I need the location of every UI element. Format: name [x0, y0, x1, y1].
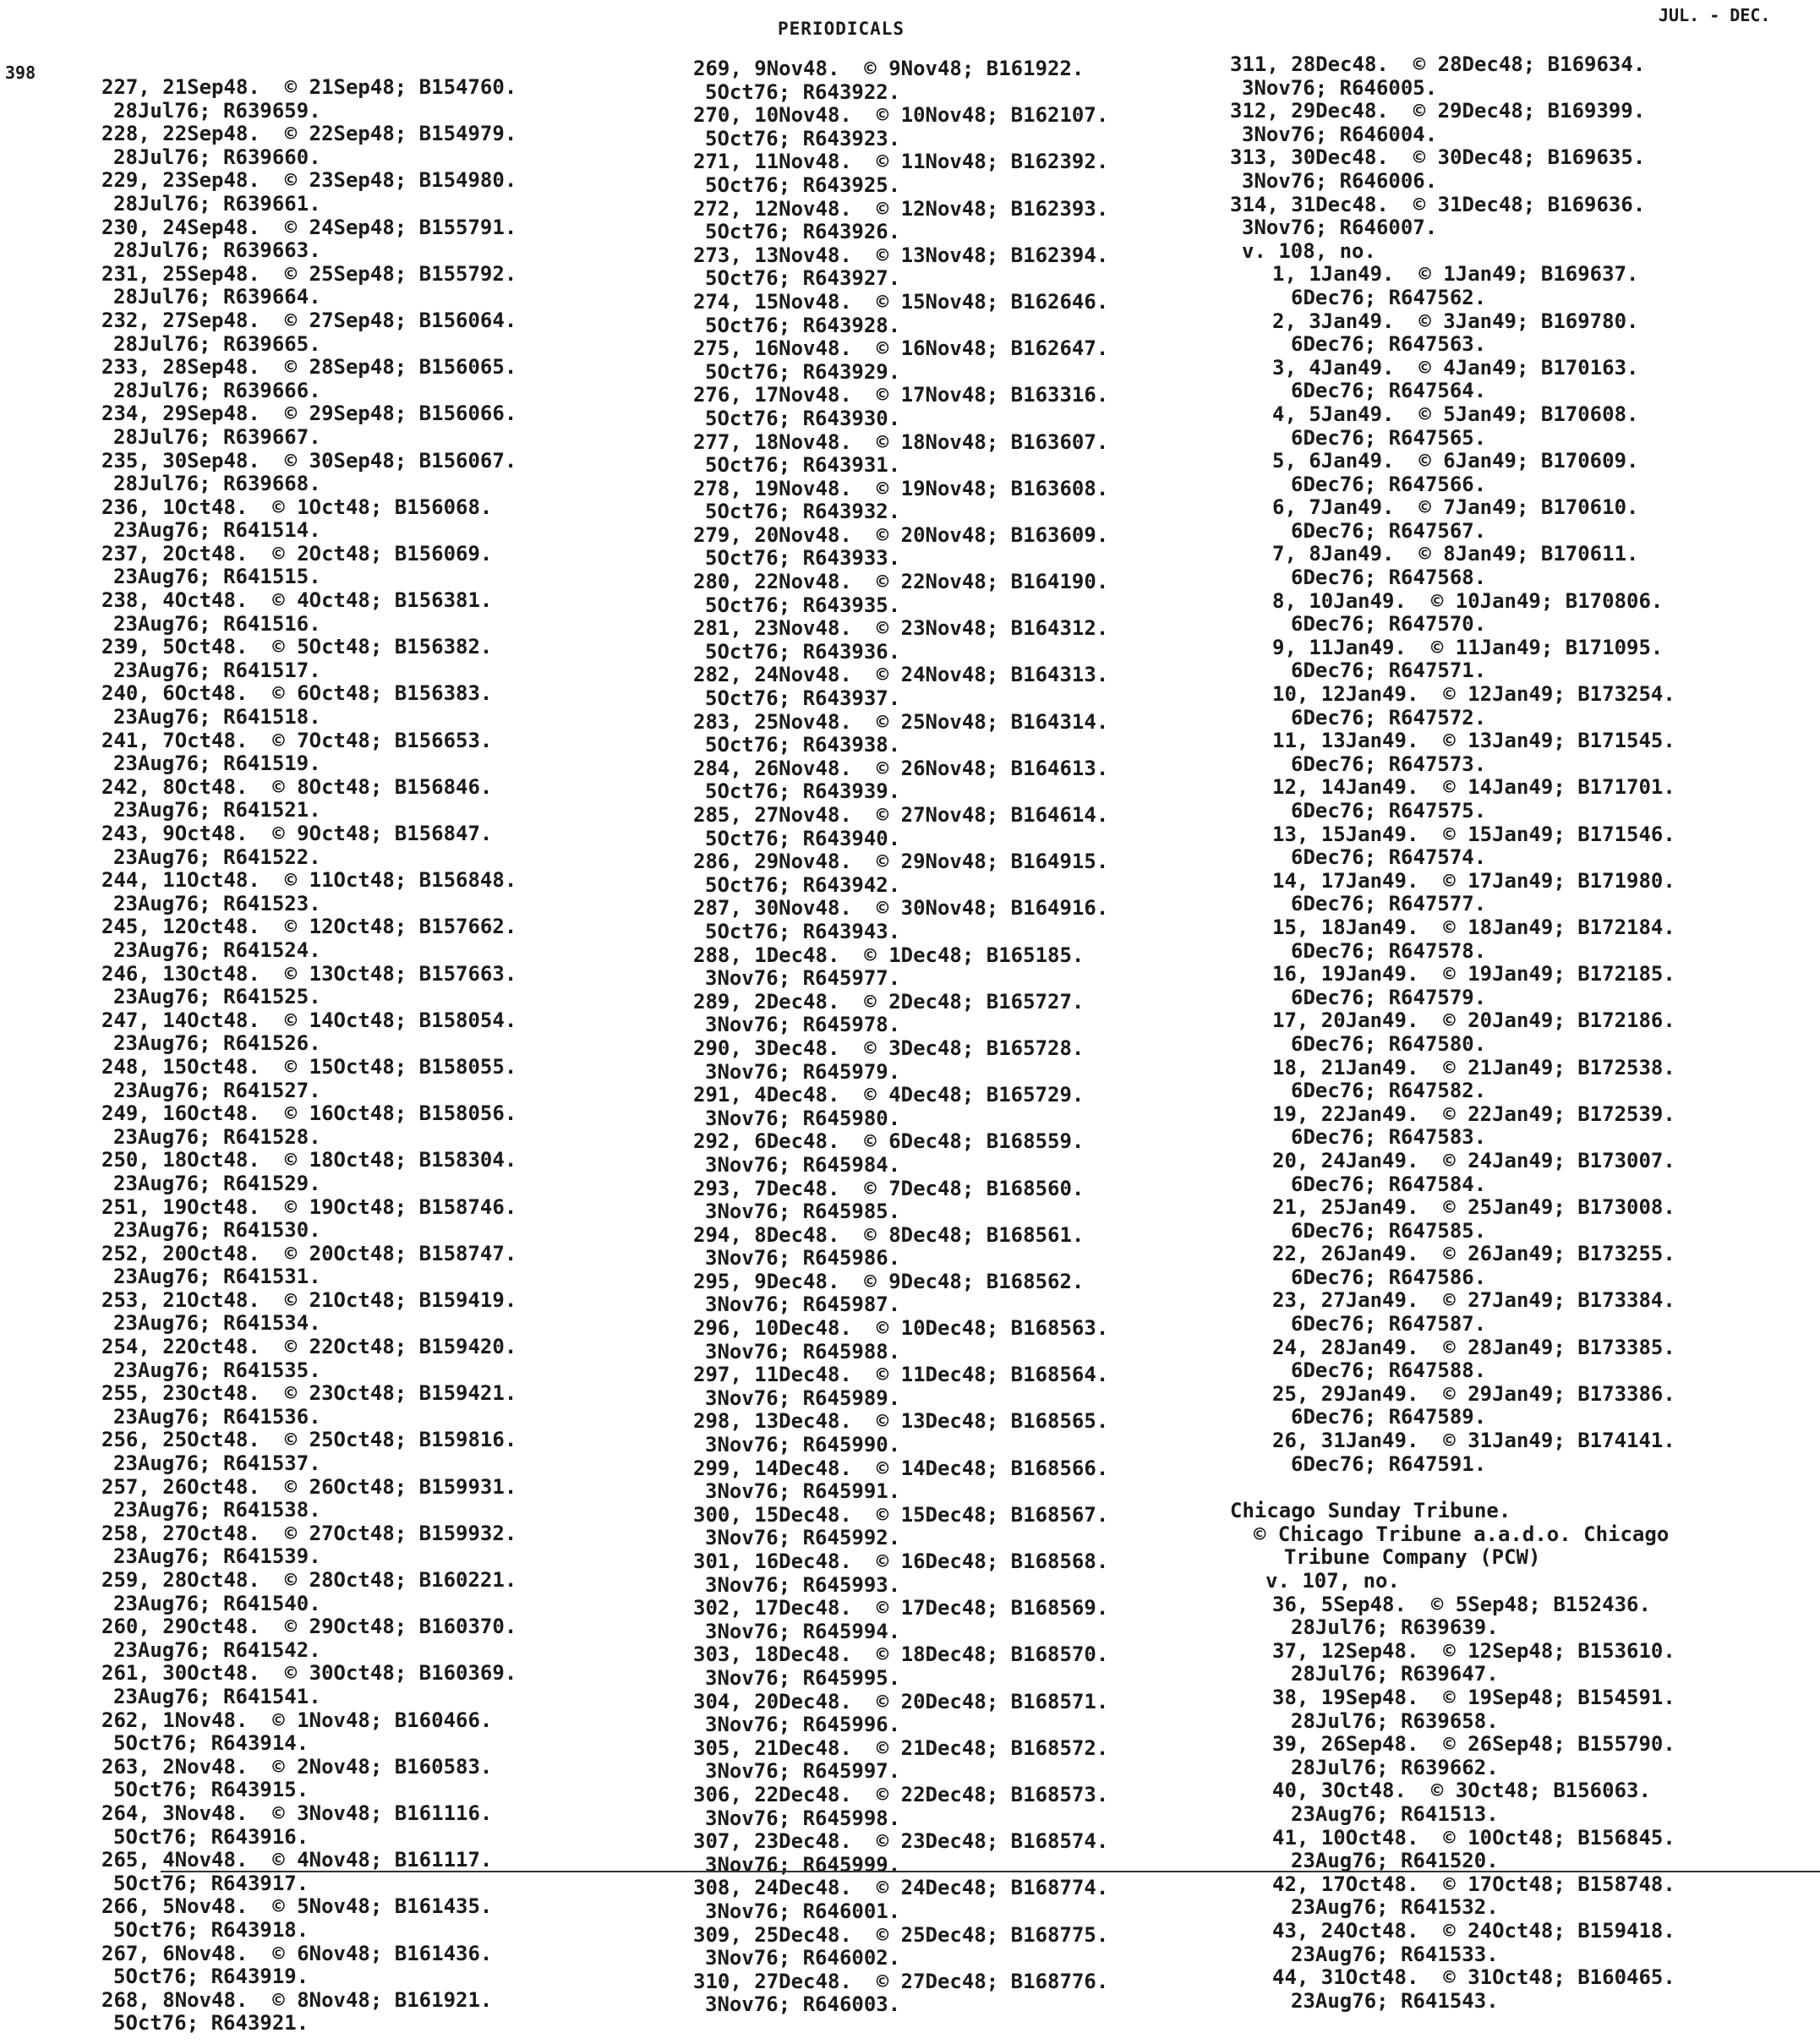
entry-column-3: [1230, 53, 1805, 2013]
entry-line: 232, 27Sep48. © 27Sep48; B156064.: [101, 308, 517, 332]
entry-line: 235, 30Sep48. © 30Sep48; B156067.: [101, 448, 517, 473]
entry-line: 243, 9Oct48. © 9Oct48; B156847.: [101, 822, 493, 845]
entry-line-continuation: 28Jul76; R639663.: [113, 238, 321, 263]
entry-line-continuation: 6Dec76; R647579.: [1291, 985, 1487, 1009]
entry-line: 15, 18Jan49. © 18Jan49; B172184.: [1272, 915, 1675, 939]
entry-line-continuation: 6Dec76; R647566.: [1291, 472, 1487, 496]
entry-line-continuation: 6Dec76; R647589.: [1291, 1405, 1487, 1429]
entry-line: 244, 11Oct48. © 11Oct48; B156848.: [101, 868, 517, 893]
entry-line: 231, 25Sep48. © 25Sep48; B155792.: [101, 261, 517, 286]
entry-line: 14, 17Jan49. © 17Jan49; B171980.: [1272, 868, 1675, 893]
entry-line-continuation: 23Aug76; R641536.: [113, 1404, 321, 1429]
entry-line-continuation: 6Dec76; R647567.: [1291, 518, 1487, 543]
entry-line-continuation: 3Nov76; R645995.: [705, 1665, 901, 1690]
entry-line-continuation: 5Oct76; R643932.: [705, 500, 901, 524]
entry-line: 292, 6Dec48. © 6Dec48; B168559.: [693, 1129, 1085, 1154]
entry-line-continuation: 3Nov76; R645987.: [705, 1293, 901, 1317]
entry-line-continuation: 6Dec76; R647585.: [1291, 1218, 1487, 1243]
entry-line: 1, 1Jan49. © 1Jan49; B169637.: [1272, 262, 1639, 287]
entry-line: 265, 4Nov48. © 4Nov48; B161117.: [101, 1848, 493, 1872]
entry-line-continuation: 28Jul76; R639665.: [113, 331, 321, 356]
entry-line: 238, 4Oct48. © 4Oct48; B156381.: [101, 588, 493, 613]
entry-line: 44, 31Oct48. © 31Oct48; B160465.: [1272, 1965, 1675, 1990]
volume-heading-108: v. 108, no.: [1242, 238, 1376, 263]
entry-line: 9, 11Jan49. © 11Jan49; B171095.: [1272, 635, 1664, 659]
entry-line-continuation: 5Oct76; R643936.: [705, 639, 901, 664]
entry-line-continuation: 23Aug76; R641533.: [1291, 1942, 1499, 1966]
entry-line-continuation: 6Dec76; R647577.: [1291, 892, 1487, 916]
volume-heading-107: v. 107, no.: [1265, 1569, 1400, 1593]
entry-line: 304, 20Dec48. © 20Dec48; B168571.: [693, 1689, 1109, 1713]
entry-line: 24, 28Jan49. © 28Jan49; B173385.: [1272, 1335, 1675, 1359]
entry-line-continuation: 3Nov76; R645979.: [705, 1059, 901, 1084]
entry-line-continuation: 3Nov76; R645994.: [705, 1619, 901, 1643]
entry-line: 270, 10Nov48. © 10Nov48; B162107.: [693, 103, 1109, 128]
claimant-line: © Chicago Tribune a.a.d.o. Chicago: [1254, 1522, 1670, 1546]
claimant-line: Tribune Company (PCW): [1284, 1545, 1541, 1570]
entry-line-continuation: 3Nov76; R645986.: [705, 1246, 901, 1271]
entry-line-continuation: 28Jul76; R639660.: [113, 145, 321, 169]
entry-line-continuation: 28Jul76; R639667.: [113, 424, 321, 449]
entry-line: 39, 26Sep48. © 26Sep48; B155790.: [1272, 1732, 1675, 1757]
entry-line: 18, 21Jan49. © 21Jan49; B172538.: [1272, 1055, 1675, 1079]
entry-line: 280, 22Nov48. © 22Nov48; B164190.: [693, 570, 1109, 594]
entry-line-continuation: 23Aug76; R641514.: [113, 518, 321, 543]
entry-line-continuation: 3Nov76; R645989.: [705, 1385, 901, 1410]
entry-line: 263, 2Nov48. © 2Nov48; B160583.: [101, 1754, 493, 1779]
entry-line: 251, 19Oct48. © 19Oct48; B158746.: [101, 1194, 517, 1219]
entry-line-continuation: 6Dec76; R647575.: [1291, 799, 1487, 823]
entry-line-continuation: 5Oct76; R643914.: [113, 1731, 309, 1756]
entry-line: 268, 8Nov48. © 8Nov48; B161921.: [101, 1987, 493, 2012]
entry-line-continuation: 3Nov76; R646006.: [1242, 168, 1438, 193]
entry-line: 239, 5Oct48. © 5Oct48; B156382.: [101, 635, 493, 659]
entry-line: 248, 15Oct48. © 15Oct48; B158055.: [101, 1054, 517, 1079]
entry-line-continuation: 6Dec76; R647580.: [1291, 1031, 1487, 1056]
entry-line: 242, 8Oct48. © 8Oct48; B156846.: [101, 774, 493, 799]
entry-line: 25, 29Jan49. © 29Jan49; B173386.: [1272, 1381, 1675, 1406]
entry-line-continuation: 6Dec76; R647572.: [1291, 705, 1487, 730]
entry-line: 228, 22Sep48. © 22Sep48; B154979.: [101, 122, 517, 146]
entry-line-continuation: 3Nov76; R645977.: [705, 966, 901, 991]
entry-line: 266, 5Nov48. © 5Nov48; B161435.: [101, 1894, 493, 1919]
entry-line-continuation: 3Nov76; R645992.: [705, 1526, 901, 1550]
entry-line: 250, 18Oct48. © 18Oct48; B158304.: [101, 1148, 517, 1172]
entry-line-continuation: 6Dec76; R647583.: [1291, 1125, 1487, 1150]
entry-line: 26, 31Jan49. © 31Jan49; B174141.: [1272, 1429, 1675, 1453]
entry-column-2: [693, 57, 1268, 2017]
entry-line: 261, 30Oct48. © 30Oct48; B160369.: [101, 1661, 517, 1686]
entry-line: 7, 8Jan49. © 8Jan49; B170611.: [1272, 542, 1639, 566]
entry-line: 301, 16Dec48. © 16Dec48; B168568.: [693, 1549, 1109, 1573]
entry-line: 264, 3Nov48. © 3Nov48; B161116.: [101, 1801, 493, 1825]
entry-line: 233, 28Sep48. © 28Sep48; B156065.: [101, 355, 517, 380]
entry-line: 303, 18Dec48. © 18Dec48; B168570.: [693, 1642, 1109, 1667]
entry-line-continuation: 6Dec76; R647578.: [1291, 938, 1487, 963]
entry-line: 22, 26Jan49. © 26Jan49; B173255.: [1272, 1242, 1675, 1266]
entry-line: 269, 9Nov48. © 9Nov48; B161922.: [693, 57, 1085, 80]
entry-line-continuation: 6Dec76; R647565.: [1291, 425, 1487, 450]
entry-line-continuation: 3Nov76; R645997.: [705, 1759, 901, 1784]
entry-line: 287, 30Nov48. © 30Nov48; B164916.: [693, 896, 1109, 921]
entry-line: 290, 3Dec48. © 3Dec48; B165728.: [693, 1036, 1085, 1060]
entry-line: 229, 23Sep48. © 23Sep48; B154980.: [101, 168, 517, 193]
entry-line-continuation: 3Nov76; R645984.: [705, 1152, 901, 1177]
entry-line-continuation: 23Aug76; R641538.: [113, 1498, 321, 1522]
entry-line-continuation: 28Jul76; R639664.: [113, 285, 321, 309]
entry-line-continuation: 3Nov76; R646007.: [1242, 216, 1438, 240]
page-title: PERIODICALS: [778, 19, 905, 39]
entry-line: 12, 14Jan49. © 14Jan49; B171701.: [1272, 775, 1675, 800]
entry-line: 20, 24Jan49. © 24Jan49; B173007.: [1272, 1148, 1675, 1172]
entry-line: 285, 27Nov48. © 27Nov48; B164614.: [693, 803, 1109, 827]
entry-line-continuation: 6Dec76; R647587.: [1291, 1312, 1487, 1336]
entry-line: 19, 22Jan49. © 22Jan49; B172539.: [1272, 1101, 1675, 1126]
entry-line: 38, 19Sep48. © 19Sep48; B154591.: [1272, 1685, 1675, 1709]
entry-line: 11, 13Jan49. © 13Jan49; B171545.: [1272, 729, 1675, 753]
entry-line: 298, 13Dec48. © 13Dec48; B168565.: [693, 1409, 1109, 1434]
entry-line: 308, 24Dec48. © 24Dec48; B168774.: [693, 1876, 1109, 1900]
entry-line: 249, 16Oct48. © 16Oct48; B158056.: [101, 1101, 517, 1126]
entry-line-continuation: 6Dec76; R647564.: [1291, 379, 1487, 403]
entry-line-continuation: 28Jul76; R639639.: [1291, 1615, 1499, 1640]
entry-line: 6, 7Jan49. © 7Jan49; B170610.: [1272, 495, 1639, 520]
entry-line-continuation: 23Aug76; R641535.: [113, 1358, 321, 1382]
entry-line-continuation: 5Oct76; R643927.: [705, 266, 901, 291]
entry-line: 305, 21Dec48. © 21Dec48; B168572.: [693, 1735, 1109, 1760]
entry-line-continuation: 23Aug76; R641525.: [113, 985, 321, 1009]
entry-line: 289, 2Dec48. © 2Dec48; B165727.: [693, 989, 1085, 1014]
entry-line: 306, 22Dec48. © 22Dec48; B168573.: [693, 1782, 1109, 1806]
entry-line: 8, 10Jan49. © 10Jan49; B170806.: [1272, 588, 1664, 613]
date-range-header: JUL. - DEC.: [1659, 5, 1771, 25]
entry-line-continuation: 5Oct76; R643931.: [705, 453, 901, 478]
entry-line-continuation: 5Oct76; R643917.: [113, 1871, 309, 1895]
entry-line: 272, 12Nov48. © 12Nov48; B162393.: [693, 196, 1109, 221]
entry-line: 43, 24Oct48. © 24Oct48; B159418.: [1272, 1918, 1675, 1943]
entry-group-vol108: [1230, 263, 1805, 1476]
entry-line-continuation: 6Dec76; R647582.: [1291, 1079, 1487, 1103]
entry-line-continuation: 3Nov76; R646003.: [705, 1992, 901, 2017]
entry-line: 273, 13Nov48. © 13Nov48; B162394.: [693, 243, 1109, 267]
entry-line: 36, 5Sep48. © 5Sep48; B152436.: [1272, 1592, 1651, 1616]
entry-line-continuation: 5Oct76; R643916.: [113, 1824, 309, 1849]
entry-line-continuation: 3Nov76; R645991.: [705, 1479, 901, 1504]
entry-line: 283, 25Nov48. © 25Nov48; B164314.: [693, 709, 1109, 734]
entry-line-continuation: 28Jul76; R639662.: [1291, 1755, 1499, 1779]
entry-line: 302, 17Dec48. © 17Dec48; B168569.: [693, 1596, 1109, 1620]
entry-line-continuation: 3Nov76; R646001.: [705, 1899, 901, 1923]
entry-line: 255, 23Oct48. © 23Oct48; B159421.: [101, 1381, 517, 1406]
entry-line-continuation: 23Aug76; R641528.: [113, 1124, 321, 1149]
entry-line: 16, 19Jan49. © 19Jan49; B172185.: [1272, 962, 1675, 986]
entry-line: 2, 3Jan49. © 3Jan49; B169780.: [1272, 309, 1639, 333]
entry-line: 310, 27Dec48. © 27Dec48; B168776.: [693, 1969, 1109, 1993]
entry-line-continuation: 6Dec76; R647584.: [1291, 1172, 1487, 1196]
entry-line: 278, 19Nov48. © 19Nov48; B163608.: [693, 476, 1109, 500]
entry-line-continuation: 23Aug76; R641532.: [1291, 1895, 1499, 1920]
entry-line-continuation: 3Nov76; R646004.: [1242, 122, 1438, 146]
entry-line-continuation: 5Oct76; R643923.: [705, 126, 901, 150]
entry-line-continuation: 5Oct76; R643922.: [705, 79, 901, 104]
entry-line-continuation: 6Dec76; R647568.: [1291, 566, 1487, 590]
entry-line: 230, 24Sep48. © 24Sep48; B155791.: [101, 215, 517, 239]
entry-line-continuation: 6Dec76; R647571.: [1291, 659, 1487, 683]
entry-line-continuation: 23Aug76; R641526.: [113, 1031, 321, 1056]
entry-line: 4, 5Jan49. © 5Jan49; B170608.: [1272, 402, 1639, 426]
entry-line-continuation: 6Dec76; R647563.: [1291, 332, 1487, 357]
entry-line: 246, 13Oct48. © 13Oct48; B157663.: [101, 961, 517, 986]
entry-line: 300, 15Dec48. © 15Dec48; B168567.: [693, 1502, 1109, 1527]
entry-line-continuation: 23Aug76; R641523.: [113, 891, 321, 915]
entry-line-continuation: 5Oct76; R643918.: [113, 1917, 309, 1942]
entry-line: 245, 12Oct48. © 12Oct48; B157662.: [101, 915, 517, 939]
entry-line-continuation: 6Dec76; R647591.: [1291, 1451, 1487, 1476]
section-title-chicago-sunday-tribune: Chicago Sunday Tribune.: [1230, 1499, 1511, 1523]
entry-line: 314, 31Dec48. © 31Dec48; B169636.: [1230, 192, 1646, 216]
entry-group-chicago-sunday-tribune: [1230, 1593, 1805, 2014]
entry-line: 252, 20Oct48. © 20Oct48; B158747.: [101, 1241, 517, 1265]
entry-line: 257, 26Oct48. © 26Oct48; B159931.: [101, 1474, 517, 1499]
entry-line: 17, 20Jan49. © 20Jan49; B172186.: [1272, 1008, 1675, 1033]
entry-line: 13, 15Jan49. © 15Jan49; B171546.: [1272, 822, 1675, 846]
entry-line: 297, 11Dec48. © 11Dec48; B168564.: [693, 1363, 1109, 1387]
entry-line-continuation: 5Oct76; R643938.: [705, 733, 901, 757]
entry-column-1: [101, 76, 676, 2036]
entry-line: 237, 2Oct48. © 2Oct48; B156069.: [101, 541, 493, 566]
entry-line-continuation: 5Oct76; R643919.: [113, 1965, 309, 1989]
entry-line: 5, 6Jan49. © 6Jan49; B170609.: [1272, 449, 1639, 473]
entry-line-continuation: 28Jul76; R639658.: [1291, 1708, 1499, 1733]
entry-line: 227, 21Sep48. © 21Sep48; B154760.: [101, 75, 517, 99]
entry-line-continuation: 5Oct76; R643926.: [705, 220, 901, 244]
entry-line-continuation: 5Oct76; R643935.: [705, 593, 901, 617]
entry-line: 258, 27Oct48. © 27Oct48; B159932.: [101, 1521, 517, 1545]
entry-line-continuation: 3Nov76; R645980.: [705, 1106, 901, 1130]
entry-line-continuation: 23Aug76; R641541.: [113, 1684, 321, 1708]
entry-line: 312, 29Dec48. © 29Dec48; B169399.: [1230, 99, 1646, 123]
entry-line: 260, 29Oct48. © 29Oct48; B160370.: [101, 1615, 517, 1639]
entry-line-continuation: 28Jul76; R639647.: [1291, 1662, 1499, 1686]
entry-line-continuation: 3Nov76; R645993.: [705, 1572, 901, 1597]
entry-line: 247, 14Oct48. © 14Oct48; B158054.: [101, 1008, 517, 1032]
entry-line-continuation: 23Aug76; R641522.: [113, 844, 321, 869]
entry-line: 284, 26Nov48. © 26Nov48; B164613.: [693, 756, 1109, 780]
entry-line-continuation: 28Jul76; R639659.: [113, 98, 321, 123]
entry-line-continuation: 23Aug76; R641513.: [1291, 1801, 1499, 1826]
entry-line: 276, 17Nov48. © 17Nov48; B163316.: [693, 383, 1109, 407]
entry-line: 299, 14Dec48. © 14Dec48; B168566.: [693, 1456, 1109, 1480]
entry-line-continuation: 23Aug76; R641518.: [113, 705, 321, 730]
entry-line-continuation: 5Oct76; R643933.: [705, 546, 901, 571]
entry-line-continuation: 5Oct76; R643921.: [113, 2011, 309, 2036]
entry-line: 241, 7Oct48. © 7Oct48; B156653.: [101, 728, 493, 752]
entry-line-continuation: 3Nov76; R645988.: [705, 1339, 901, 1364]
entry-line-continuation: 5Oct76; R643930.: [705, 406, 901, 430]
entry-line-continuation: 23Aug76; R641529.: [113, 1171, 321, 1195]
entry-line-continuation: 23Aug76; R641527.: [113, 1078, 321, 1102]
entry-line-continuation: 6Dec76; R647586.: [1291, 1265, 1487, 1289]
entry-line-continuation: 5Oct76; R643940.: [705, 826, 901, 850]
entry-line-continuation: 6Dec76; R647574.: [1291, 845, 1487, 870]
entry-line-continuation: 3Nov76; R645998.: [705, 1806, 901, 1830]
entry-line: 23, 27Jan49. © 27Jan49; B173384.: [1272, 1288, 1675, 1313]
entry-line: 281, 23Nov48. © 23Nov48; B164312.: [693, 616, 1109, 641]
entry-line: 313, 30Dec48. © 30Dec48; B169635.: [1230, 145, 1646, 170]
entry-line: 41, 10Oct48. © 10Oct48; B156845.: [1272, 1825, 1675, 1850]
entry-line: 40, 3Oct48. © 3Oct48; B156063.: [1272, 1779, 1651, 1803]
entry-line-continuation: 23Aug76; R641517.: [113, 658, 321, 682]
entry-line: 271, 11Nov48. © 11Nov48; B162392.: [693, 150, 1109, 174]
entry-line: 42, 17Oct48. © 17Oct48; B158748.: [1272, 1872, 1675, 1896]
entry-line-continuation: 3Nov76; R645999.: [705, 1852, 901, 1877]
entry-line-continuation: 23Aug76; R641521.: [113, 798, 321, 823]
entry-line-continuation: 23Aug76; R641542.: [113, 1637, 321, 1662]
entry-line: 259, 28Oct48. © 28Oct48; B160221.: [101, 1568, 517, 1592]
entry-line: 296, 10Dec48. © 10Dec48; B168563.: [693, 1316, 1109, 1341]
entry-line-continuation: 5Oct76; R643937.: [705, 686, 901, 711]
entry-line: 253, 21Oct48. © 21Oct48; B159419.: [101, 1287, 517, 1312]
entry-line-continuation: 23Aug76; R641519.: [113, 751, 321, 776]
entry-line: 295, 9Dec48. © 9Dec48; B168562.: [693, 1269, 1085, 1293]
entry-line: 291, 4Dec48. © 4Dec48; B165729.: [693, 1083, 1085, 1107]
entry-line: 10, 12Jan49. © 12Jan49; B173254.: [1272, 682, 1675, 707]
entry-line-continuation: 3Nov76; R646002.: [705, 1946, 901, 1970]
entry-line-continuation: 6Dec76; R647562.: [1291, 285, 1487, 309]
entry-line: 240, 6Oct48. © 6Oct48; B156383.: [101, 681, 493, 706]
entry-line-continuation: 23Aug76; R641515.: [113, 565, 321, 589]
entry-line: 262, 1Nov48. © 1Nov48; B160466.: [101, 1708, 493, 1732]
entry-line-continuation: 5Oct76; R643928.: [705, 313, 901, 337]
entry-line-continuation: 23Aug76; R641543.: [1291, 1988, 1499, 2013]
entry-line: 294, 8Dec48. © 8Dec48; B168561.: [693, 1222, 1085, 1247]
entry-line-continuation: 3Nov76; R645978.: [705, 1013, 901, 1037]
entry-line-continuation: 5Oct76; R643929.: [705, 359, 901, 384]
entry-line: 236, 1Oct48. © 1Oct48; B156068.: [101, 495, 493, 519]
entry-line-continuation: 23Aug76; R641516.: [113, 611, 321, 636]
entry-line-continuation: 23Aug76; R641540.: [113, 1591, 321, 1615]
entry-line-continuation: 3Nov76; R646005.: [1242, 75, 1438, 100]
entry-line-continuation: 5Oct76; R643915.: [113, 1778, 309, 1802]
entry-line: 3, 4Jan49. © 4Jan49; B170163.: [1272, 355, 1639, 380]
entry-line: 286, 29Nov48. © 29Nov48; B164915.: [693, 850, 1109, 874]
entry-line-continuation: 23Aug76; R641524.: [113, 937, 321, 962]
entry-line: 307, 23Dec48. © 23Dec48; B168574.: [693, 1829, 1109, 1854]
entry-line: 267, 6Nov48. © 6Nov48; B161436.: [101, 1941, 493, 1965]
entry-line-continuation: 23Aug76; R641534.: [113, 1311, 321, 1336]
entry-line: 288, 1Dec48. © 1Dec48; B165185.: [693, 943, 1085, 967]
entry-group-vol107-continued: [1230, 53, 1805, 240]
horizontal-rule: [161, 1871, 1820, 1872]
entry-line-continuation: 6Dec76; R647588.: [1291, 1358, 1487, 1383]
entry-line-continuation: 28Jul76; R639668.: [113, 472, 321, 496]
entry-line-continuation: 5Oct76; R643943.: [705, 919, 901, 943]
entry-line-continuation: 3Nov76; R645990.: [705, 1433, 901, 1457]
entry-line-continuation: 5Oct76; R643942.: [705, 872, 901, 897]
entry-line: 293, 7Dec48. © 7Dec48; B168560.: [693, 1176, 1085, 1200]
page-number: 398: [5, 63, 36, 83]
entry-line-continuation: 23Aug76; R641531.: [113, 1265, 321, 1289]
entry-line-continuation: 28Jul76; R639661.: [113, 191, 321, 216]
entry-line-continuation: 6Dec76; R647570.: [1291, 612, 1487, 637]
entry-line-continuation: 5Oct76; R643939.: [705, 779, 901, 804]
entry-line-continuation: 5Oct76; R643925.: [705, 172, 901, 197]
entry-line: 37, 12Sep48. © 12Sep48; B153610.: [1272, 1638, 1675, 1663]
entry-line: 274, 15Nov48. © 15Nov48; B162646.: [693, 289, 1109, 314]
entry-line-continuation: 6Dec76; R647573.: [1291, 751, 1487, 776]
entry-line-continuation: 23Aug76; R641539.: [113, 1544, 321, 1569]
entry-line-continuation: 28Jul76; R639666.: [113, 378, 321, 402]
entry-line: 234, 29Sep48. © 29Sep48; B156066.: [101, 402, 517, 426]
entry-line: 311, 28Dec48. © 28Dec48; B169634.: [1230, 52, 1646, 76]
entry-line: 282, 24Nov48. © 24Nov48; B164313.: [693, 663, 1109, 687]
entry-line: 254, 22Oct48. © 22Oct48; B159420.: [101, 1335, 517, 1359]
entry-line-continuation: 23Aug76; R641530.: [113, 1218, 321, 1243]
entry-line-continuation: 23Aug76; R641537.: [113, 1451, 321, 1476]
entry-line-continuation: 3Nov76; R645996.: [705, 1713, 901, 1737]
entry-line: 279, 20Nov48. © 20Nov48; B163609.: [693, 522, 1109, 547]
entry-line: 309, 25Dec48. © 25Dec48; B168775.: [693, 1922, 1109, 1947]
entry-line: 21, 25Jan49. © 25Jan49; B173008.: [1272, 1195, 1675, 1220]
entry-line: 256, 25Oct48. © 25Oct48; B159816.: [101, 1428, 517, 1452]
entry-line-continuation: 3Nov76; R645985.: [705, 1200, 901, 1224]
entry-line: 277, 18Nov48. © 18Nov48; B163607.: [693, 429, 1109, 454]
entry-line-continuation: 23Aug76; R641520.: [1291, 1849, 1499, 1873]
entry-line: 275, 16Nov48. © 16Nov48; B162647.: [693, 336, 1109, 361]
